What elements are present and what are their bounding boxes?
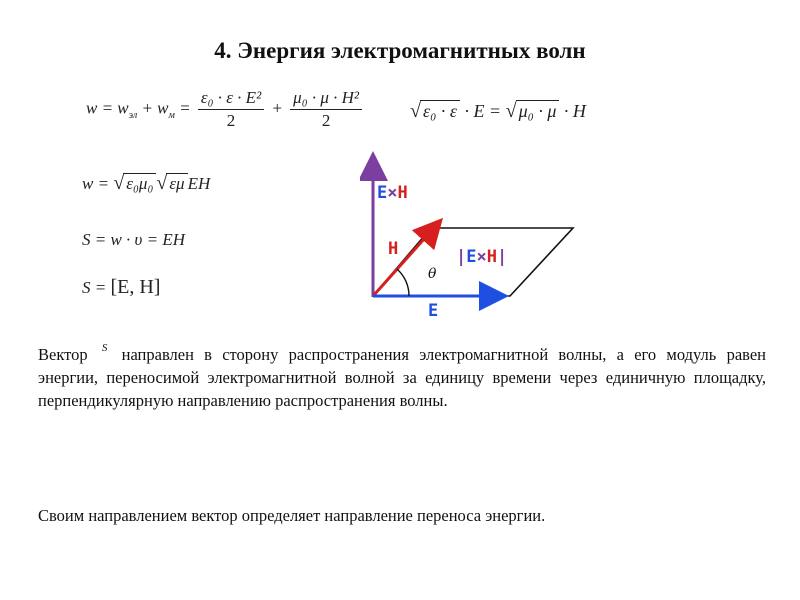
energy-density-formula: $w = w_{эл} + w_м$ = $\frac{\text{ε₀ · ε · E²}}{2}$ + $\frac{\text{μ₀ · μ · H²}}{2}$	[86, 88, 365, 131]
field-equality-formula: √ ε₀ · ε · E = √ μ₀ · μ · H	[410, 100, 586, 122]
theta-label: θ	[428, 266, 437, 282]
paragraph-energy-direction: Своим направлением вектор определяет направление переноса энергии.	[38, 506, 546, 525]
cross-label: E×H	[377, 183, 408, 203]
paragraph-poynting-description: Вектор S направлен в сторону распространения электромагнитной волны, а его модуль равен энергии, переносимой электромагнитной волной за единицу времени через единичную площадку, перпендикулярную направлению распространения волны.	[38, 343, 766, 412]
page-title: 4. Энергия электромагнитных волн	[214, 38, 586, 63]
energy-density-eh-formula: w = √ ε₀μ₀ √ εμ EH	[82, 172, 211, 194]
vector-s-symbol: S	[101, 342, 108, 354]
poynting-diagram	[360, 150, 590, 320]
poynting-vector-formula: S = [E, H]	[82, 276, 161, 298]
h-vector-arrow	[373, 229, 433, 296]
poynting-magnitude-formula: S = w · υ = EH	[82, 230, 185, 249]
e-label: E	[428, 301, 439, 320]
theta-arc	[397, 269, 409, 296]
magnitude-label: |E×H|	[456, 247, 508, 267]
h-label: H	[388, 239, 399, 259]
